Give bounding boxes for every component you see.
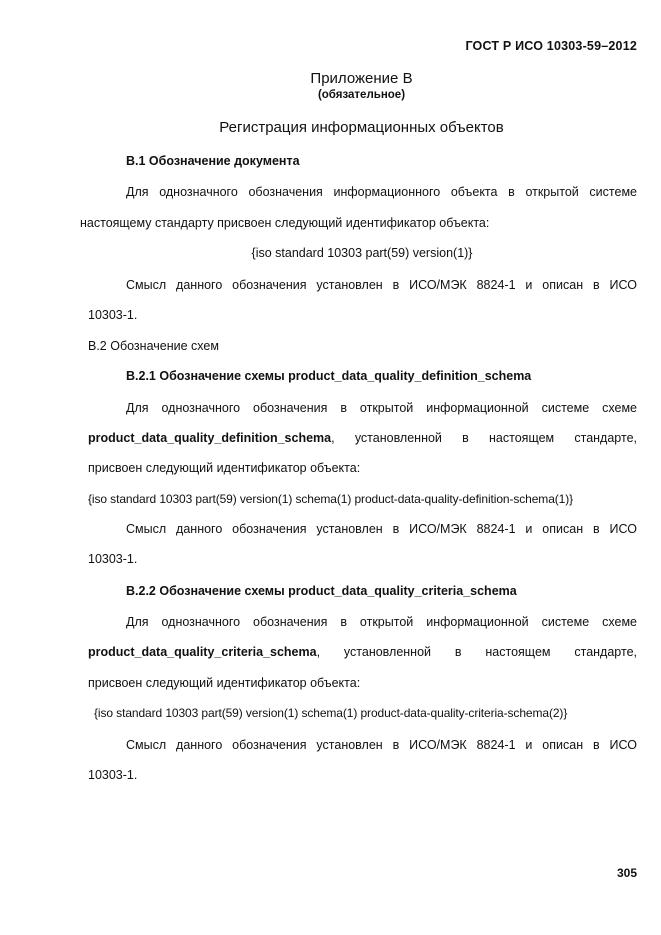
b21-para-line2	[88, 431, 637, 445]
b1-para-line2: настоящему стандарту присвоен следующий идентификатор объекта:	[80, 216, 490, 230]
b22-para-line2-rest: , установленной в настоящем стандарте,	[316, 645, 637, 659]
b22-para-line2	[88, 645, 637, 659]
b1-meaning-line2: 10303-1.	[88, 308, 138, 322]
b21-meaning-line1: Смысл данного обозначения установлен в ИСО/МЭК 8824-1 и описан в ИСО	[126, 522, 637, 536]
appendix-title: Приложение В	[310, 70, 413, 87]
b21-para-line1: Для однозначного обозначения в открытой информационной системе схеме	[126, 401, 637, 415]
b22-para-line3: присвоен следующий идентификатор объекта:	[88, 676, 361, 690]
appendix-subtitle: (обязательное)	[317, 89, 406, 101]
b1-meaning-line1: Смысл данного обозначения установлен в ИСО/МЭК 8824-1 и описан в ИСО	[126, 278, 637, 292]
section-title: Регистрация информационных объектов	[219, 119, 504, 136]
standard-header: ГОСТ Р ИСО 10303-59–2012	[465, 39, 637, 53]
heading-b1: В.1 Обозначение документа	[126, 154, 300, 168]
b21-schema-name: product_data_quality_definition_schema	[88, 431, 332, 445]
b22-identifier: {iso standard 10303 part(59) version(1) schema(1) product-data-quality-criteria-schema(2)}	[94, 706, 568, 720]
b1-para-line1: Для однозначного обозначения информационного объекта в открытой системе	[126, 185, 637, 199]
b22-meaning-line1: Смысл данного обозначения установлен в ИСО/МЭК 8824-1 и описан в ИСО	[126, 738, 637, 752]
b21-para-line2-rest: , установленной в настоящем стандарте,	[331, 431, 637, 445]
b22-para-line1: Для однозначного обозначения в открытой информационной системе схеме	[126, 615, 637, 629]
b22-schema-name: product_data_quality_criteria_schema	[88, 645, 317, 659]
b21-para-line3: присвоен следующий идентификатор объекта:	[88, 461, 361, 475]
b1-identifier: {iso standard 10303 part(59) version(1)}	[251, 246, 473, 260]
page-number: 305	[616, 866, 637, 880]
b21-meaning-line2: 10303-1.	[88, 552, 138, 566]
b21-identifier: {iso standard 10303 part(59) version(1) schema(1) product-data-quality-definition-schema(1)}	[88, 492, 574, 506]
heading-b2: В.2 Обозначение схем	[88, 339, 219, 353]
heading-b22: В.2.2 Обозначение схемы product_data_quality_criteria_schema	[126, 584, 517, 598]
heading-b21: В.2.1 Обозначение схемы product_data_quality_definition_schema	[126, 369, 532, 383]
b22-meaning-line2: 10303-1.	[88, 768, 138, 782]
